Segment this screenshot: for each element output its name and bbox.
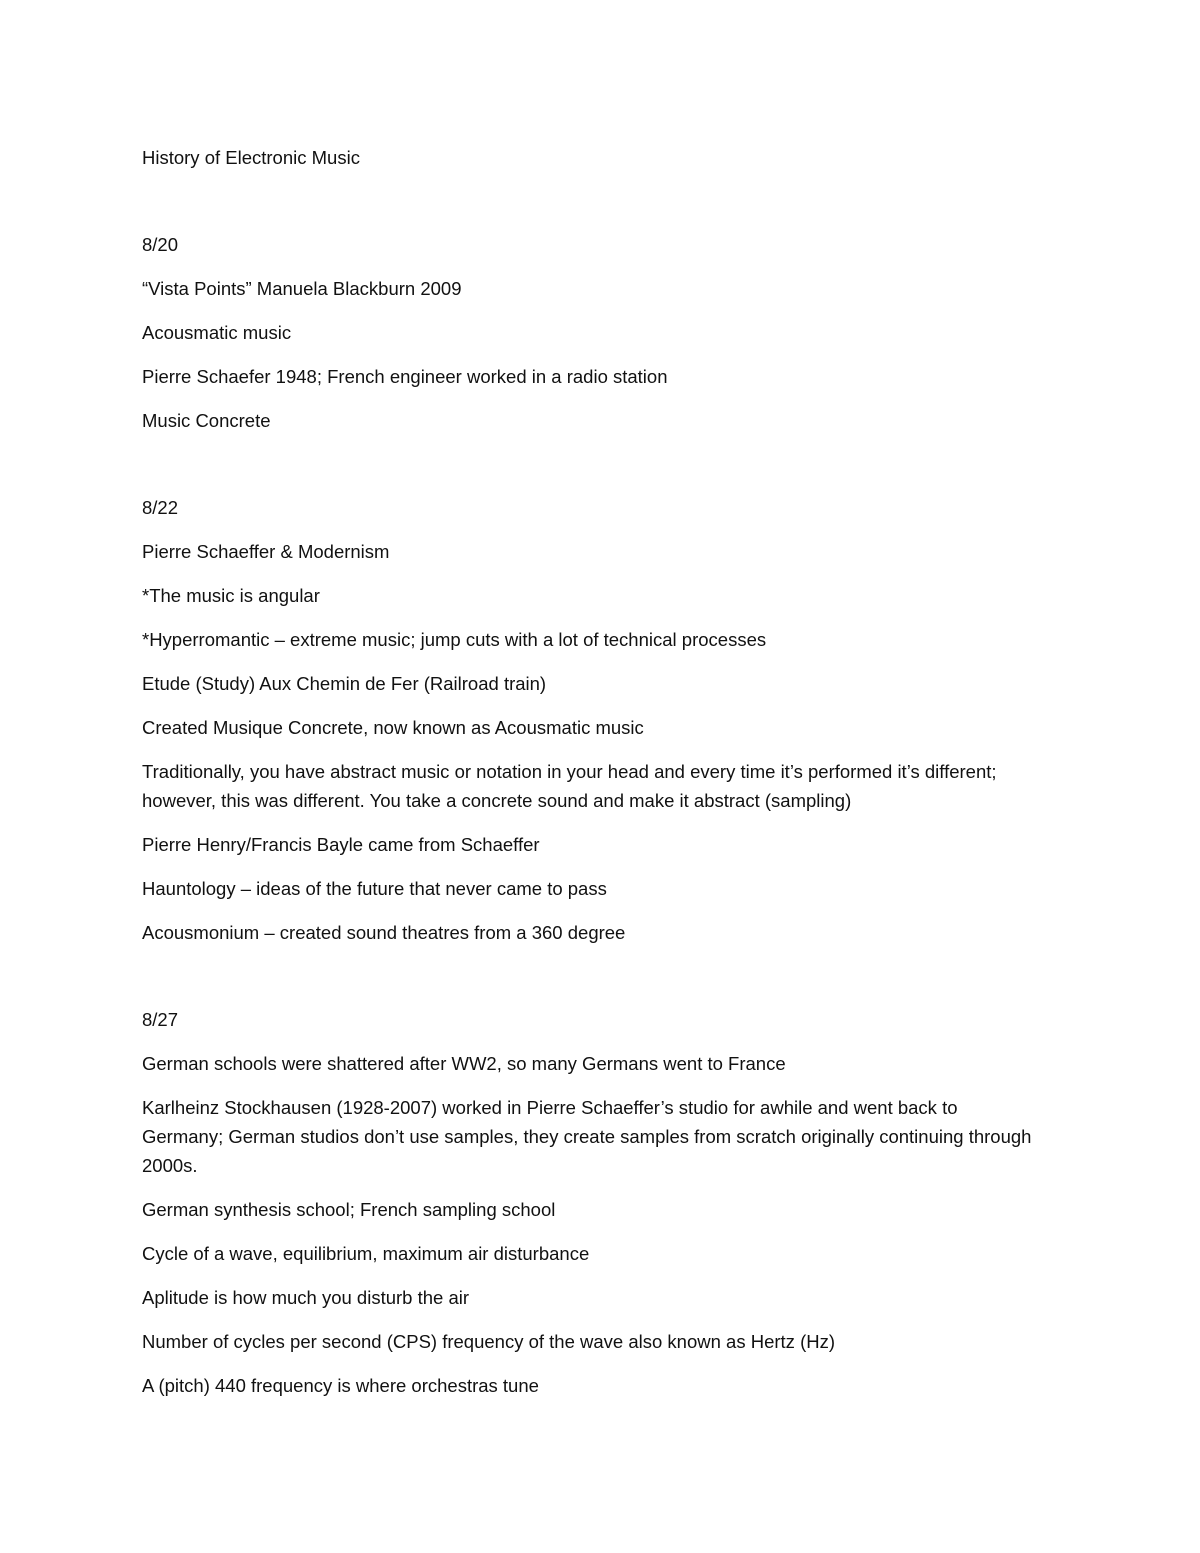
note-paragraph: Traditionally, you have abstract music or notation in your head and every time it’s performed it’s different; however, this was different. You take a concrete sound and make it abstract (sampling) <box>142 761 997 811</box>
note-paragraph: Karlheinz Stockhausen (1928-2007) worked in Pierre Schaeffer’s studio for awhile and went back to Germany; German studios don’t use samples, they create samples from scratch originally continuing through 2000s. <box>142 1097 1032 1176</box>
note-line: Pierre Henry/Francis Bayle came from Schaeffer <box>142 834 540 855</box>
note-line: Acousmatic music <box>142 322 292 343</box>
note-line: Hauntology – ideas of the future that never came to pass <box>142 878 607 899</box>
note-line: *Hyperromantic – extreme music; jump cuts with a lot of technical processes <box>142 629 767 650</box>
note-line: Cycle of a wave, equilibrium, maximum air disturbance <box>142 1243 590 1264</box>
note-line: Pierre Schaefer 1948; French engineer worked in a radio station <box>142 366 668 387</box>
section-date: 8/20 <box>142 234 179 255</box>
section-date: 8/27 <box>142 1009 179 1030</box>
notes-section-8-27 <box>142 1005 1042 1400</box>
section-date: 8/22 <box>142 497 179 518</box>
note-line: German synthesis school; French sampling school <box>142 1199 556 1220</box>
document-title: History of Electronic Music <box>142 147 360 168</box>
note-line: Aplitude is how much you disturb the air <box>142 1287 470 1308</box>
note-line: Created Musique Concrete, now known as Acousmatic music <box>142 717 644 738</box>
note-line: Etude (Study) Aux Chemin de Fer (Railroad train) <box>142 673 547 694</box>
note-line: *The music is angular <box>142 585 320 606</box>
document-content <box>142 143 1042 1415</box>
note-line: Acousmonium – created sound theatres from a 360 degree <box>142 922 626 943</box>
note-line: Pierre Schaeffer & Modernism <box>142 541 390 562</box>
notes-section-8-22 <box>142 493 1042 947</box>
note-line: A (pitch) 440 frequency is where orchestras tune <box>142 1375 539 1396</box>
notes-section-8-20 <box>142 230 1042 435</box>
note-line: “Vista Points” Manuela Blackburn 2009 <box>142 278 462 299</box>
note-line: Number of cycles per second (CPS) frequency of the wave also known as Hertz (Hz) <box>142 1331 836 1352</box>
note-line: German schools were shattered after WW2, so many Germans went to France <box>142 1053 786 1074</box>
note-line: Music Concrete <box>142 410 271 431</box>
